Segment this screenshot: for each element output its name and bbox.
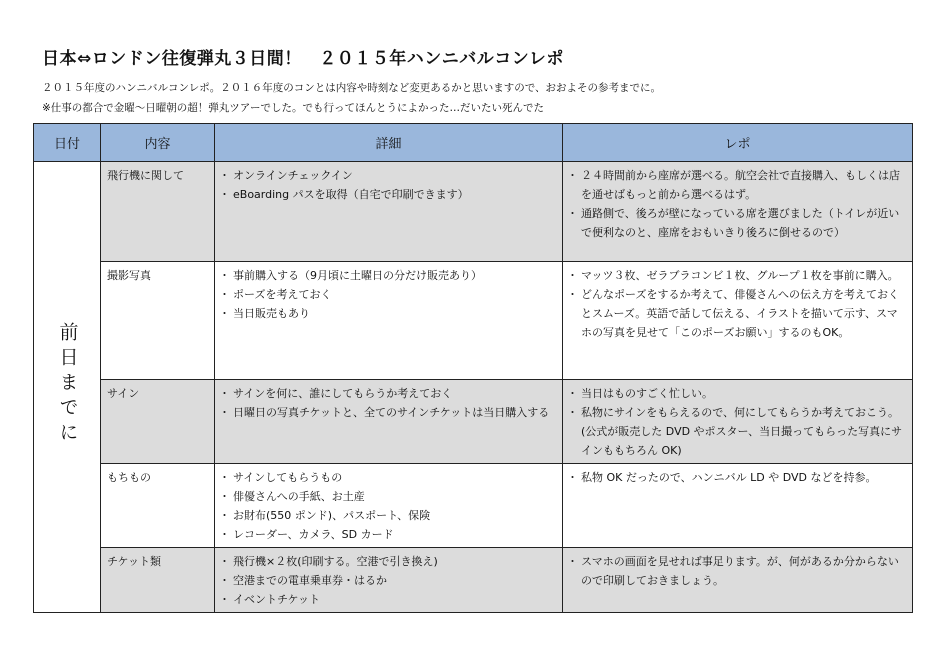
detail-cell bbox=[215, 548, 563, 613]
detail-list bbox=[223, 266, 556, 323]
list-item: ・ どんなポーズをするか考えて、俳優さんへの伝え方を考えておくとスムーズ。英語で話して伝える、イラストを描いて示す、スマホの写真を見せて「このポーズお願い」するのもOK。 bbox=[571, 285, 906, 342]
date-label: 前日までに bbox=[56, 321, 79, 447]
list-item: ・ イベントチケット bbox=[223, 590, 556, 609]
category-cell: サイン bbox=[101, 380, 215, 464]
header-detail: 詳細 bbox=[215, 124, 563, 162]
list-item: ・ 俳優さんへの手紙、お土産 bbox=[223, 487, 556, 506]
report-list bbox=[571, 384, 906, 460]
category-cell: チケット類 bbox=[101, 548, 215, 613]
category-cell: 撮影写真 bbox=[101, 262, 215, 380]
list-item: ・ eBoarding パスを取得（自宅で印刷できます） bbox=[223, 185, 556, 204]
table-row bbox=[34, 162, 913, 262]
table-row bbox=[34, 380, 913, 464]
intro-line: ２０１５年度のハンニバルコンレポ。２０１６年度のコンとは内容や時刻など変更あるかと思いますので、おおよその参考までに。 bbox=[42, 82, 662, 94]
report-cell bbox=[563, 262, 913, 380]
report-cell bbox=[563, 548, 913, 613]
page-title: 日本⇔ロンドン往復弾丸３日間！ ２０１５年ハンニバルコンレポ bbox=[42, 49, 564, 69]
date-cell bbox=[34, 162, 101, 613]
report-table bbox=[33, 123, 913, 613]
list-item: ・ 事前購入する（9月頃に土曜日の分だけ販売あり） bbox=[223, 266, 556, 285]
list-item: ・ お財布(550 ポンド)、パスポート、保険 bbox=[223, 506, 556, 525]
list-item: ・ 私物にサインをもらえるので、何にしてもらうか考えておこう。(公式が販売した DVD やポスター、当日撮ってもらった写真にサインももちろん OK) bbox=[571, 403, 906, 460]
detail-list bbox=[223, 384, 556, 422]
list-item: ・ スマホの画面を見せれば事足ります。が、何があるか分からないので印刷しておきましょう。 bbox=[571, 552, 906, 590]
table-row bbox=[34, 262, 913, 380]
list-item: ・ 空港までの電車乗車券・はるか bbox=[223, 571, 556, 590]
detail-list bbox=[223, 552, 556, 609]
detail-cell bbox=[215, 162, 563, 262]
detail-list bbox=[223, 166, 556, 204]
table-row bbox=[34, 464, 913, 548]
table-header-row bbox=[34, 124, 913, 162]
list-item: ・ レコーダー、カメラ、SD カード bbox=[223, 525, 556, 544]
list-item: ・ オンラインチェックイン bbox=[223, 166, 556, 185]
list-item: ・ 私物 OK だったので、ハンニバル LD や DVD などを持参。 bbox=[571, 468, 906, 487]
list-item: ・ 通路側で、後ろが壁になっている席を選びました（トイレが近いで便利なのと、座席をおもいきり後ろに倒せるので） bbox=[571, 204, 906, 242]
report-cell bbox=[563, 162, 913, 262]
list-item: ・ サインしてもらうもの bbox=[223, 468, 556, 487]
list-item: ・ 日曜日の写真チケットと、全てのサインチケットは当日購入する bbox=[223, 403, 556, 422]
report-cell bbox=[563, 464, 913, 548]
table-row bbox=[34, 548, 913, 613]
intro-note: ※仕事の都合で金曜～日曜朝の超！弾丸ツアーでした。でも行ってほんとうによかった…だいたい死んでた bbox=[42, 102, 544, 114]
list-item: ・ ポーズを考えておく bbox=[223, 285, 556, 304]
category-cell: 飛行機に関して bbox=[101, 162, 215, 262]
header-report: レポ bbox=[563, 124, 913, 162]
category-cell: もちもの bbox=[101, 464, 215, 548]
detail-cell bbox=[215, 262, 563, 380]
report-cell bbox=[563, 380, 913, 464]
detail-cell bbox=[215, 380, 563, 464]
list-item: ・ サインを何に、誰にしてもらうか考えておく bbox=[223, 384, 556, 403]
list-item: ・ マッツ３枚、ゼラブラコンビ１枚、グループ１枚を事前に購入。 bbox=[571, 266, 906, 285]
list-item: ・ ２４時間前から座席が選べる。航空会社で直接購入、もしくは店を通せばもっと前から選べるはず。 bbox=[571, 166, 906, 204]
report-list bbox=[571, 166, 906, 242]
report-list bbox=[571, 266, 906, 342]
report-list bbox=[571, 552, 906, 590]
header-content: 内容 bbox=[101, 124, 215, 162]
detail-cell bbox=[215, 464, 563, 548]
header-date: 日付 bbox=[34, 124, 101, 162]
list-item: ・ 当日はものすごく忙しい。 bbox=[571, 384, 906, 403]
list-item: ・ 飛行機×２枚(印刷する。空港で引き換え) bbox=[223, 552, 556, 571]
detail-list bbox=[223, 468, 556, 544]
report-list bbox=[571, 468, 906, 487]
list-item: ・ 当日販売もあり bbox=[223, 304, 556, 323]
